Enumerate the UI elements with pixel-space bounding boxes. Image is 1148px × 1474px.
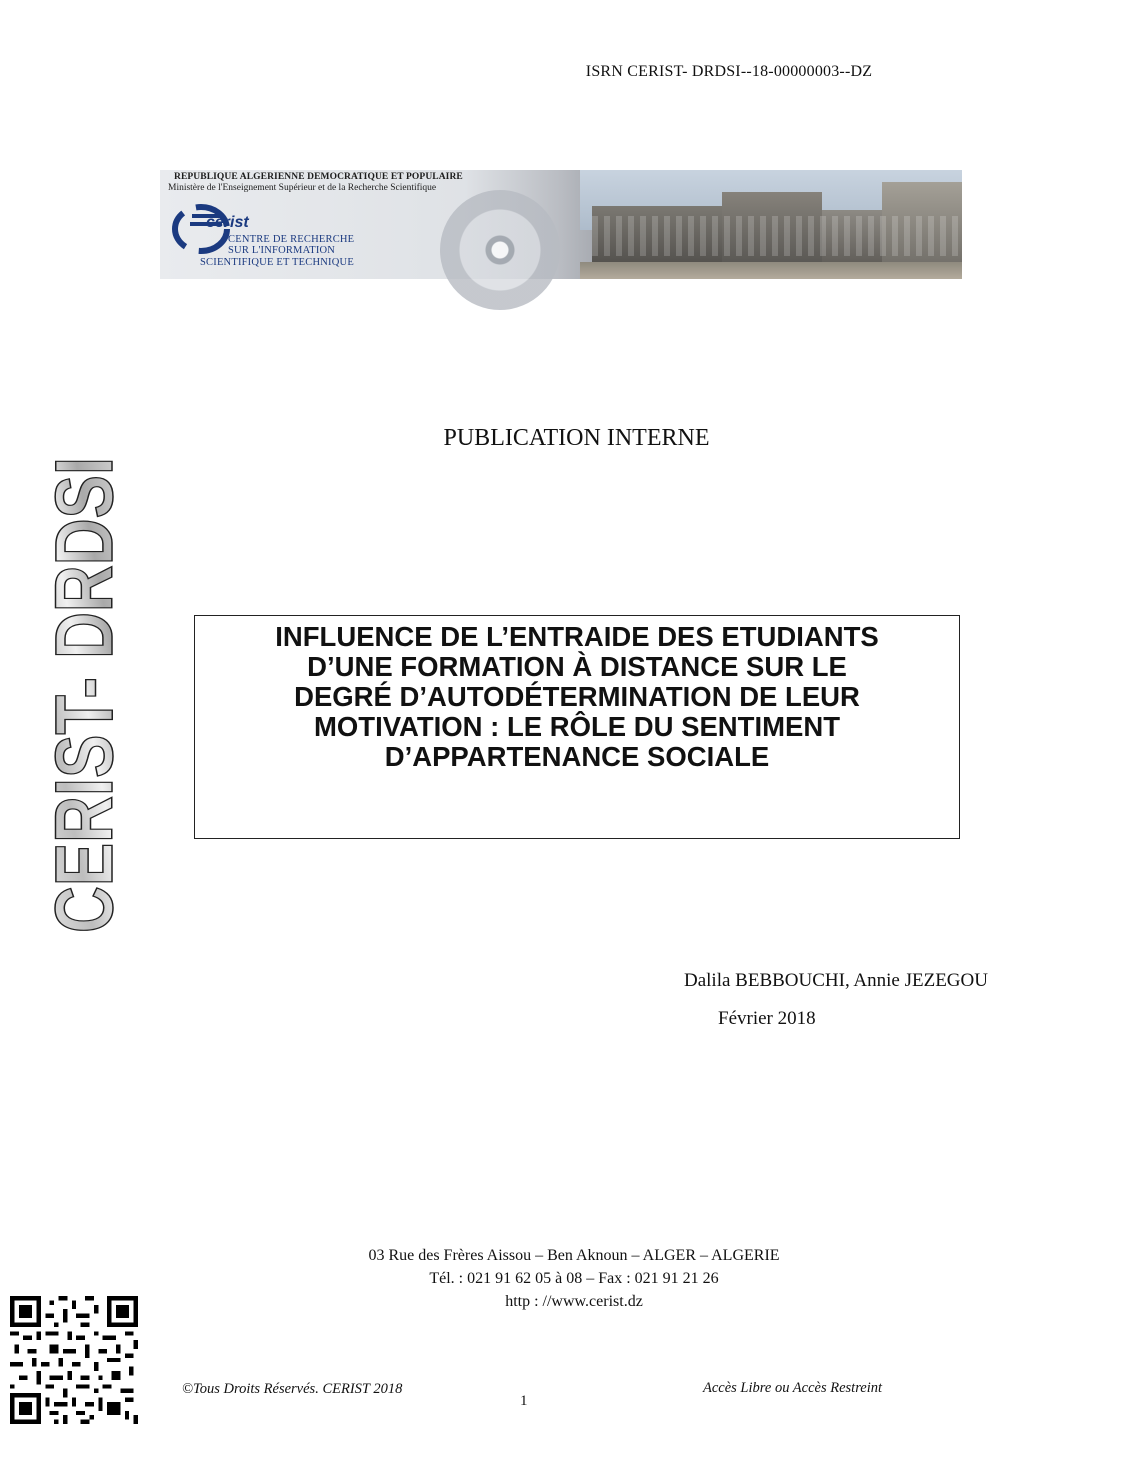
publication-type: PUBLICATION INTERNE <box>443 425 710 451</box>
address-web: http : //www.cerist.dz <box>505 1293 643 1310</box>
cerist-brand: cerist <box>206 214 249 231</box>
stamp-text: CERIST- DRDSI <box>39 331 130 933</box>
title-line: MOTIVATION : LE RÔLE DU SENTIMENT <box>313 711 841 742</box>
title-line: D’UNE FORMATION À DISTANCE SUR LE <box>307 651 847 682</box>
authors: Dalila BEBBOUCHI, Annie JEZEGOU <box>684 970 988 991</box>
banner-republic: REPUBLIQUE ALGERIENNE DEMOCRATIQUE ET POPULAIRE <box>174 172 463 182</box>
isrn-code <box>0 63 1148 81</box>
title-box <box>194 615 960 839</box>
title-line: D’APPARTENANCE SOCIALE <box>384 741 770 772</box>
address-street: 03 Rue des Frères Aissou – Ben Aknoun – ALGER – ALGERIE <box>368 1247 780 1264</box>
access-level: Accès Libre ou Accès Restreint <box>703 1380 883 1396</box>
cerist-banner <box>160 170 962 279</box>
page-number: 1 <box>520 1393 528 1409</box>
banner-line-3: SCIENTIFIQUE ET TECHNIQUE <box>200 257 354 268</box>
building-windows <box>592 216 962 256</box>
copyright: ©Tous Droits Réservés. CERIST 2018 <box>182 1381 403 1397</box>
cd-disc-image <box>440 190 560 310</box>
address-phone: Tél. : 021 91 62 05 à 08 – Fax : 021 91 21 26 <box>429 1270 719 1287</box>
title-line: INFLUENCE DE L’ENTRAIDE DES ETUDIANTS <box>275 621 879 652</box>
banner-line-1: CENTRE DE RECHERCHE <box>228 234 355 245</box>
title-line: DEGRÉ D’AUTODÉTERMINATION DE LEUR <box>294 681 860 712</box>
banner-line-2: SUR L'INFORMATION <box>228 245 336 256</box>
isrn-text: ISRN CERIST- DRDSI--18-00000003--DZ <box>585 63 873 80</box>
banner-ground <box>580 262 962 279</box>
qr-code-icon <box>10 1296 138 1424</box>
document-title <box>195 622 959 772</box>
cerist-drdsi-stamp <box>39 331 130 935</box>
banner-ministry: Ministère de l'Enseignement Supérieur et de la Recherche Scientifique <box>168 183 437 193</box>
publication-date: Février 2018 <box>718 1008 816 1029</box>
address-block <box>0 1244 1148 1313</box>
